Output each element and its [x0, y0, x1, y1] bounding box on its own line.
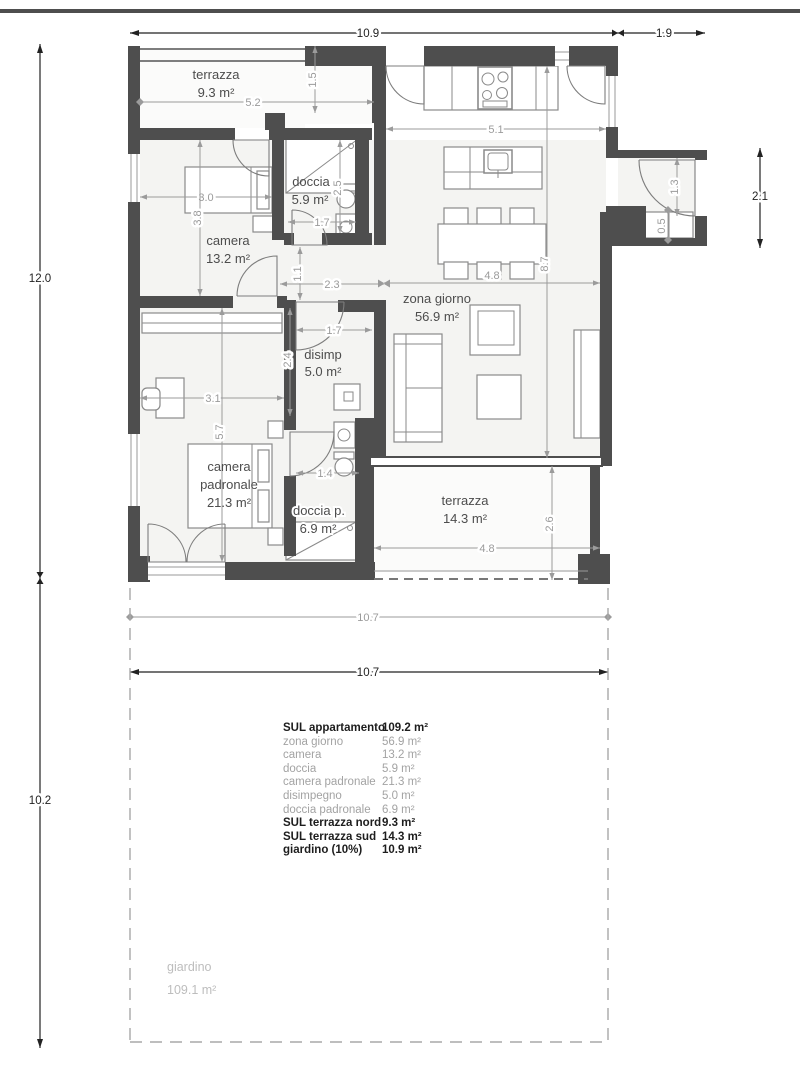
dim-entry-depth: 2.1 [752, 191, 768, 203]
legend-row: SUL appartamento109.2 m² [283, 722, 429, 734]
label-doccia: doccia [292, 174, 330, 189]
area-zona-giorno: 56.9 m² [414, 309, 460, 324]
label-disimpegno: disimp [304, 347, 342, 362]
dim-terrace-s-depth: 2.6 [544, 516, 556, 532]
label-terrazza-sud: terrazza [441, 493, 489, 508]
dim-living-width: 4.8 [484, 270, 500, 282]
area-doccia: 5.9 m² [291, 192, 329, 207]
dim-terrace-s-width: 4.8 [479, 543, 495, 555]
dim-padronale-width: 3.1 [205, 393, 221, 405]
legend-row: SUL terrazza sud 14.3 m² [283, 830, 422, 843]
dim-bath-p-width: 1.4 [317, 468, 333, 480]
area-camera: 13.2 m² [205, 251, 251, 266]
label-giardino: giardino [167, 960, 212, 974]
dim-camera-height: 3.8 [192, 210, 204, 226]
area-doccia-padronale: 6.9 m² [299, 521, 337, 536]
dim-plan-width-gray: 10.7 [357, 612, 379, 624]
label-terrazza-nord: terrazza [192, 67, 240, 82]
area-giardino: 109.1 m² [167, 983, 217, 997]
label-camera-padronale-2: padronale [200, 477, 258, 492]
area-terrazza-nord: 9.3 m² [197, 85, 235, 100]
dim-top-right: 1.9 [656, 28, 672, 40]
dim-doccia-width: 1.7 [314, 217, 330, 229]
legend-row: doccia padronale 6.9 m² [283, 803, 415, 816]
dim-kitchen-width: 5.1 [488, 124, 504, 136]
dim-hall-width: 2.3 [324, 279, 340, 291]
dim-entry-door: 1.3 [669, 179, 681, 195]
area-disimpegno: 5.0 m² [304, 364, 342, 379]
dim-top-width: 10.9 [356, 28, 380, 40]
label-zona-giorno: zona giorno [403, 291, 471, 306]
dim-living-height: 8.7 [539, 256, 551, 272]
area-terrazza-sud: 14.3 m² [442, 511, 488, 526]
area-camera-padronale: 21.3 m² [206, 495, 252, 510]
dim-camera-width: 3.0 [198, 192, 214, 204]
legend-row: doccia 5.9 m² [283, 762, 415, 775]
dim-terrace-n-depth: 1.5 [307, 72, 319, 88]
dim-disimp-height: 2.4 [282, 352, 294, 368]
dim-doccia-height: 2.5 [332, 180, 344, 196]
legend-row: camera 13.2 m² [283, 749, 421, 762]
dim-storage-depth: 0.5 [656, 218, 668, 234]
dim-hall-height: 1.1 [292, 266, 304, 282]
label-doccia-padronale: doccia p. [292, 503, 346, 518]
site-boundary-line [0, 9, 800, 13]
dim-disimp-width: 1.7 [326, 325, 342, 337]
dim-terrace-n-width: 5.2 [245, 97, 261, 109]
legend-row: SUL terrazza nord9.3 m² [283, 817, 416, 830]
dim-garden-height: 10.2 [28, 795, 52, 807]
dim-left-height: 12.0 [28, 273, 52, 285]
dim-padronale-height: 5.7 [214, 424, 226, 440]
legend-row: camera padronale 21.3 m² [283, 776, 421, 789]
label-camera-padronale-1: camera [207, 459, 251, 474]
label-camera: camera [206, 233, 250, 248]
legend-row: giardino (10%) 10.9 m² [283, 844, 422, 857]
area-legend [283, 722, 428, 858]
legend-row: zona giorno 56.9 m² [283, 735, 421, 748]
dim-garden-width: 10.7 [356, 667, 380, 679]
legend-row: disimpegno 5.0 m² [283, 789, 415, 802]
